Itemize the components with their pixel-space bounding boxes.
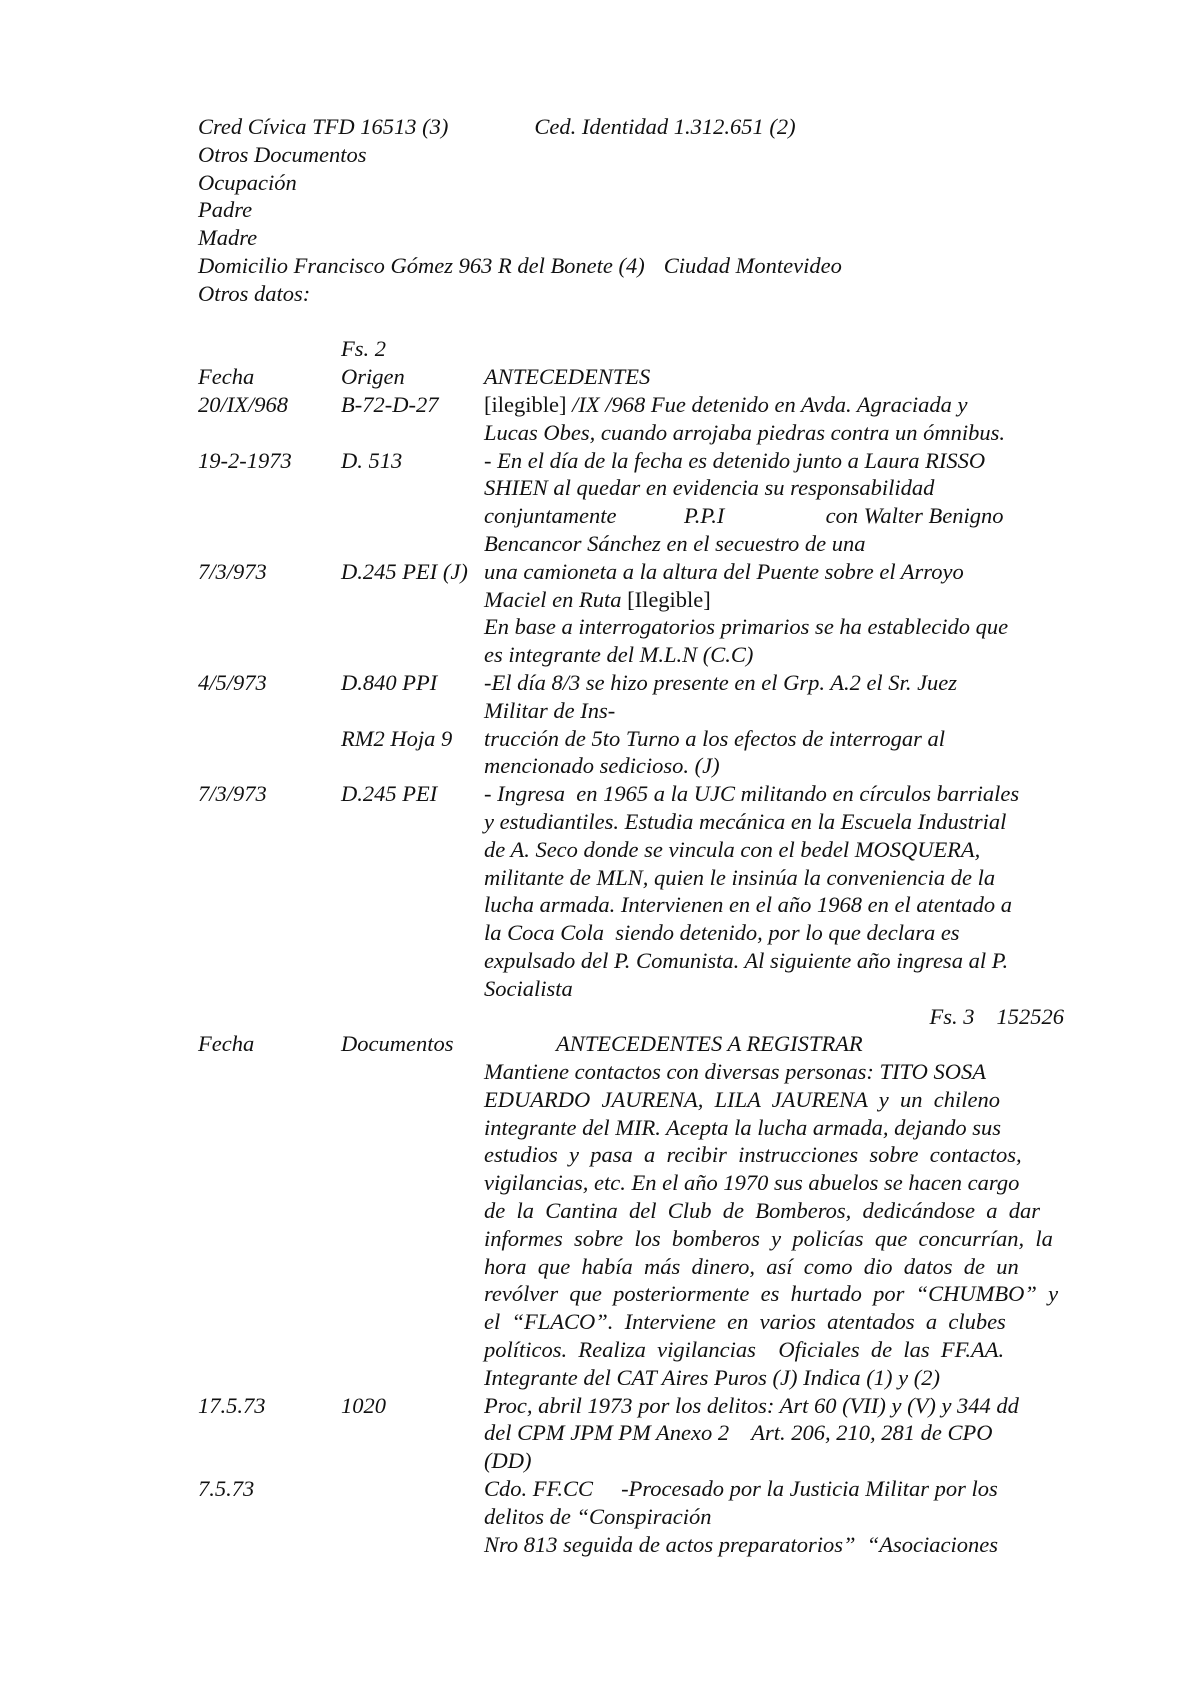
- column-header-fecha: Fecha: [198, 1031, 255, 1057]
- table-row: [198, 1364, 1068, 1392]
- table-row: [198, 752, 1068, 780]
- ciudad: Ciudad Montevideo: [663, 252, 842, 278]
- row-fecha: 17.5.73: [198, 1392, 266, 1418]
- row-documento: [341, 1058, 484, 1086]
- antecedente-line: Militar de Ins-: [484, 697, 616, 723]
- antecedente-line: Socialista: [484, 975, 573, 1001]
- antecedente-line: Integrante del CAT Aires Puros (J) Indica (1) y (2): [484, 1364, 940, 1390]
- table-row: [198, 1169, 1068, 1197]
- row-fecha: [198, 1058, 341, 1086]
- table-row: [198, 1225, 1068, 1253]
- table-row: [198, 697, 1068, 725]
- section2-table: [198, 1058, 1068, 1558]
- table-row: [198, 1308, 1068, 1336]
- antecedente-line: expulsado del P. Comunista. Al siguiente año ingresa al P.: [484, 947, 1009, 973]
- section1-table: [198, 391, 1068, 1003]
- table-row: [198, 1197, 1068, 1225]
- row-fecha: 7/3/973: [198, 781, 267, 807]
- row-fecha: 20/IX/968: [198, 391, 288, 417]
- table-row: [198, 864, 1068, 892]
- row-documento: [341, 1475, 484, 1503]
- antecedente-line: trucción de 5to Turno a los efectos de interrogar al: [484, 725, 946, 751]
- fs2-row: [198, 335, 1068, 363]
- folio-label: Fs. 2: [341, 336, 386, 362]
- row-origen: B-72-D-27: [341, 391, 439, 417]
- antecedente-line: - En el día de la fecha es detenido junto a Laura RISSO: [484, 447, 986, 473]
- antecedente-line: lucha armada. Intervienen en el año 1968 en el atentado a: [484, 892, 1013, 918]
- table-row: [198, 836, 1068, 864]
- antecedente-line: de A. Seco donde se vincula con el bedel MOSQUERA,: [484, 836, 981, 862]
- table-row: [198, 447, 1068, 475]
- antecedente-line: [ilegible] /IX /968 Fue detenido en Avda. Agraciada y: [484, 391, 968, 417]
- antecedente-line: SHIEN al quedar en evidencia su responsabilidad: [484, 475, 935, 501]
- antecedente-line: es integrante del M.L.N (C.C): [484, 642, 754, 668]
- antecedente-line: militante de MLN, quien le insinúa la conveniencia de la: [484, 864, 996, 890]
- otros-datos-label: Otros datos:: [198, 280, 311, 306]
- domicilio-line: [198, 252, 1068, 280]
- antecedente-line: Bencancor Sánchez en el secuestro de una: [484, 530, 866, 556]
- antecedente-line: (DD): [484, 1448, 532, 1474]
- table-row: [198, 808, 1068, 836]
- row-fecha: 19-2-1973: [198, 447, 292, 473]
- madre-label: Madre: [198, 225, 258, 251]
- antecedente-line: el “FLACO”. Interviene en varios atentados a clubes: [484, 1309, 1006, 1335]
- antecedente-line: - Ingresa en 1965 a la UJC militando en círculos barriales: [484, 781, 1020, 807]
- antecedente-line: políticos. Realiza vigilancias Oficiales de las FF.AA.: [484, 1337, 1005, 1363]
- antecedente-line: Nro 813 seguida de actos preparatorios” “Asociaciones: [484, 1531, 998, 1557]
- table-row: [198, 891, 1068, 919]
- antecedente-line: vigilancias, etc. En el año 1970 sus abuelos se hacen cargo: [484, 1170, 1020, 1196]
- ocupacion-label: Ocupación: [198, 169, 297, 195]
- table-row: [198, 1253, 1068, 1281]
- table-row: [198, 502, 1068, 530]
- table-row: [198, 641, 1068, 669]
- table-row: [198, 780, 1068, 808]
- table-row: [198, 1531, 1068, 1559]
- table-row: [198, 1280, 1068, 1308]
- table-row: [198, 1114, 1068, 1142]
- section1-header: [198, 363, 1068, 391]
- table-row: [198, 1447, 1068, 1475]
- table-row: [198, 530, 1068, 558]
- table-row: [198, 919, 1068, 947]
- antecedente-line: Lucas Obes, cuando arrojaba piedras contra un ómnibus.: [484, 419, 1006, 445]
- antecedente-line: conjuntamente P.P.I con Walter Benigno: [484, 503, 1004, 529]
- domicilio: Domicilio Francisco Gómez 963 R del Bonete (4): [198, 252, 645, 278]
- antecedente-line: una camioneta a la altura del Puente sobre el Arroyo: [484, 558, 964, 584]
- row-origen: RM2 Hoja 9: [341, 725, 453, 751]
- table-row: [198, 1419, 1068, 1447]
- antecedente-line: y estudiantiles. Estudia mecánica en la Escuela Industrial: [484, 808, 1007, 834]
- folio-label: Fs. 3: [929, 1003, 975, 1029]
- row-origen: D. 513: [341, 447, 403, 473]
- table-row: [198, 474, 1068, 502]
- antecedente-line: hora que había más dinero, así como dio datos de un: [484, 1253, 1019, 1279]
- table-row: [198, 586, 1068, 614]
- row-fecha: 4/5/973: [198, 669, 267, 695]
- credencial-civica: Cred Cívica TFD 16513 (3): [198, 114, 449, 139]
- column-header-documentos: Documentos: [341, 1031, 454, 1057]
- cedula-identidad: Ced. Identidad 1.312.651 (2): [534, 114, 796, 139]
- antecedente-line: del CPM JPM PM Anexo 2 Art. 206, 210, 281 de CPO: [484, 1420, 993, 1446]
- antecedente-line: delitos de “Conspiración: [484, 1503, 712, 1529]
- document-page: [198, 113, 1068, 1558]
- row-origen: D.245 PEI: [341, 781, 438, 807]
- column-header-antecedentes-registrar: ANTECEDENTES A REGISTRAR: [556, 1031, 863, 1057]
- table-row: [198, 613, 1068, 641]
- column-header-antecedentes: ANTECEDENTES: [484, 364, 651, 390]
- antecedente-line: -El día 8/3 se hizo presente en el Grp. A.2 el Sr. Juez: [484, 669, 958, 695]
- antecedente-line: estudios y pasa a recibir instrucciones sobre contactos,: [484, 1142, 1022, 1168]
- table-row: [198, 1141, 1068, 1169]
- row-fecha: 7/3/973: [198, 558, 267, 584]
- table-row: [198, 558, 1068, 586]
- table-row: [198, 669, 1068, 697]
- antecedente-line: En base a interrogatorios primarios se ha establecido que: [484, 614, 1009, 640]
- otros-documentos-label: Otros Documentos: [198, 141, 367, 167]
- antecedente-line: Proc, abril 1973 por los delitos: Art 60 (VII) y (V) y 344 dd: [484, 1392, 1019, 1418]
- table-row: [198, 947, 1068, 975]
- antecedente-line: Maciel en Ruta [Ilegible]: [484, 586, 711, 612]
- table-row: [198, 391, 1068, 419]
- antecedente-line: revólver que posteriormente es hurtado por “CHUMBO” y: [484, 1281, 1059, 1307]
- row-documento: 1020: [341, 1392, 386, 1418]
- column-header-origen: Origen: [341, 364, 405, 390]
- fs3-line: [198, 1003, 1068, 1031]
- table-row: [198, 1503, 1068, 1531]
- table-row: [198, 419, 1068, 447]
- folio-number: 152526: [996, 1003, 1064, 1029]
- table-row: [198, 1392, 1068, 1420]
- antecedente-line: Cdo. FF.CC -Procesado por la Justicia Militar por los: [484, 1476, 998, 1502]
- table-row: [198, 1336, 1068, 1364]
- table-row: [198, 725, 1068, 753]
- padre-label: Padre: [198, 197, 253, 223]
- row-origen: D.245 PEI (J): [341, 558, 468, 584]
- antecedente-line: la Coca Cola siendo detenido, por lo que declara es: [484, 920, 960, 946]
- antecedente-line: informes sobre los bomberos y policías que concurrían, la: [484, 1225, 1053, 1251]
- antecedente-line: Mantiene contactos con diversas personas: TITO SOSA: [484, 1059, 987, 1085]
- antecedente-line: mencionado sedicioso. (J): [484, 753, 720, 779]
- table-row: [198, 1086, 1068, 1114]
- row-fecha: [198, 725, 341, 753]
- antecedente-line: EDUARDO JAURENA, LILA JAURENA y un chileno: [484, 1086, 1000, 1112]
- column-header-fecha: Fecha: [198, 364, 255, 390]
- antecedente-line: de la Cantina del Club de Bomberos, dedicándose a dar: [484, 1198, 1040, 1224]
- table-row: [198, 1475, 1068, 1503]
- antecedente-line: integrante del MIR. Acepta la lucha armada, dejando sus: [484, 1114, 1002, 1140]
- section2-header: [198, 1030, 1068, 1058]
- table-row: [198, 1058, 1068, 1086]
- id-line: [198, 113, 1068, 141]
- row-origen: D.840 PPI: [341, 669, 438, 695]
- row-fecha: 7.5.73: [198, 1476, 255, 1502]
- table-row: [198, 975, 1068, 1003]
